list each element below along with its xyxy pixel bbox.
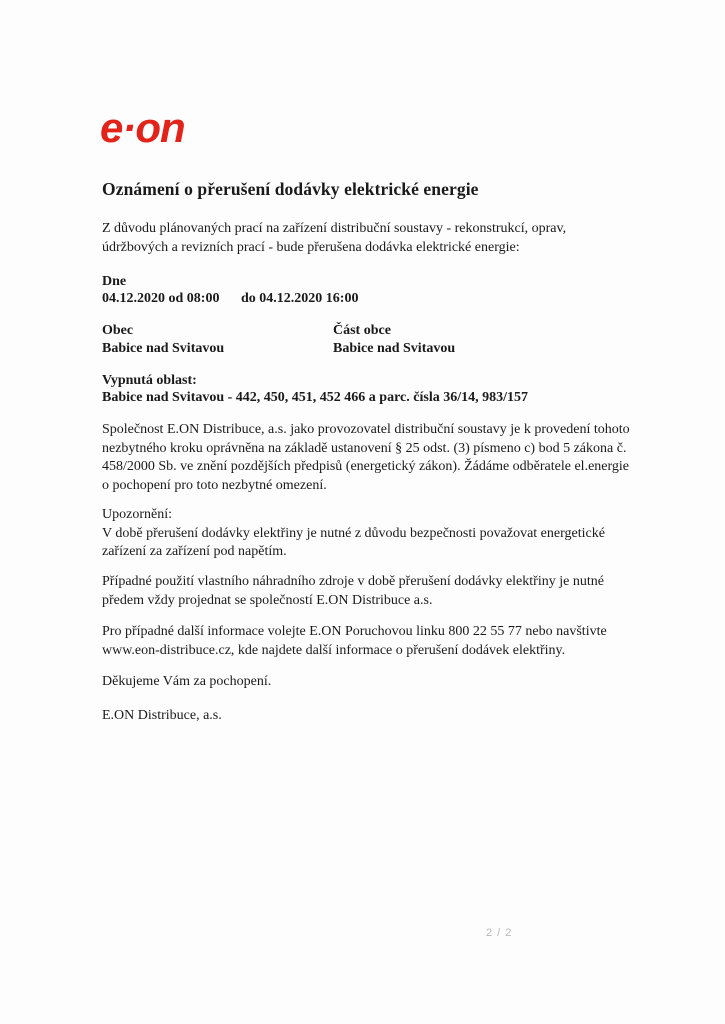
legal-line: o pochopení pro toto nezbytné omezení.: [102, 477, 327, 493]
municipality-label: Obec: [102, 323, 134, 338]
date-from: 04.12.2020 od 08:00: [102, 291, 220, 306]
warning-heading: Upozornění:: [102, 507, 172, 522]
district-value: Babice nad Svitavou: [333, 341, 456, 356]
backup-line: Případné použití vlastního náhradního zdroje v době přerušení dodávky elektřiny je nutné: [102, 574, 604, 589]
backup-paragraph: [102, 573, 642, 610]
svg-text:e·on: e·on: [100, 108, 185, 151]
page-number: 2 / 2: [486, 927, 513, 939]
contact-paragraph: [102, 623, 642, 660]
legal-line: 458/2000 Sb. ve znění pozdějších předpisů (energetický zákon). Žádáme odběratele el.energie: [102, 459, 630, 474]
date-to: do 04.12.2020 16:00: [241, 291, 359, 306]
warning-line: zařízení za zařízení pod napětím.: [102, 544, 287, 559]
area-label: Vypnutá oblast:: [102, 373, 197, 388]
legal-line: nezbytného kroku oprávněna na základě ustanovení § 25 odst. (3) písmeno c) bod 5 zákona č.: [102, 440, 627, 456]
warning-paragraph: [102, 506, 642, 562]
signature-text: E.ON Distribuce, a.s.: [102, 708, 222, 723]
area-value: Babice nad Svitavou - 442, 450, 451, 452 466 a parc. čísla 36/14, 983/157: [102, 390, 528, 405]
date-label: Dne: [102, 274, 127, 289]
intro-paragraph: [102, 220, 642, 257]
contact-line: Pro případné další informace volejte E.ON Poruchovou linku 800 22 55 77 nebo navštivte: [102, 624, 607, 639]
municipality-value: Babice nad Svitavou: [102, 341, 225, 356]
eon-logo: [100, 108, 230, 152]
district-label: Část obce: [333, 323, 391, 338]
backup-line: předem vždy projednat se společností E.ON Distribuce a.s.: [102, 592, 433, 608]
contact-line: www.eon-distribuce.cz, kde najdete další informace o přerušení dodávek elektřiny.: [102, 642, 566, 658]
page-title: Oznámení o přerušení dodávky elektrické energie: [102, 179, 479, 199]
legal-paragraph: [102, 421, 642, 495]
intro-line: Z důvodu plánovaných prací na zařízení distribuční soustavy - rekonstrukcí, oprav,: [102, 221, 567, 236]
thanks-text: Děkujeme Vám za pochopení.: [102, 674, 272, 689]
intro-line: údržbových a revizních prací - bude přerušena dodávka elektrické energie:: [102, 239, 520, 255]
warning-line: V době přerušení dodávky elektřiny je nutné z důvodu bezpečnosti považovat energetické: [102, 525, 605, 541]
legal-line: Společnost E.ON Distribuce, a.s. jako provozovatel distribuční soustavy je k provedení tohoto: [102, 422, 630, 437]
